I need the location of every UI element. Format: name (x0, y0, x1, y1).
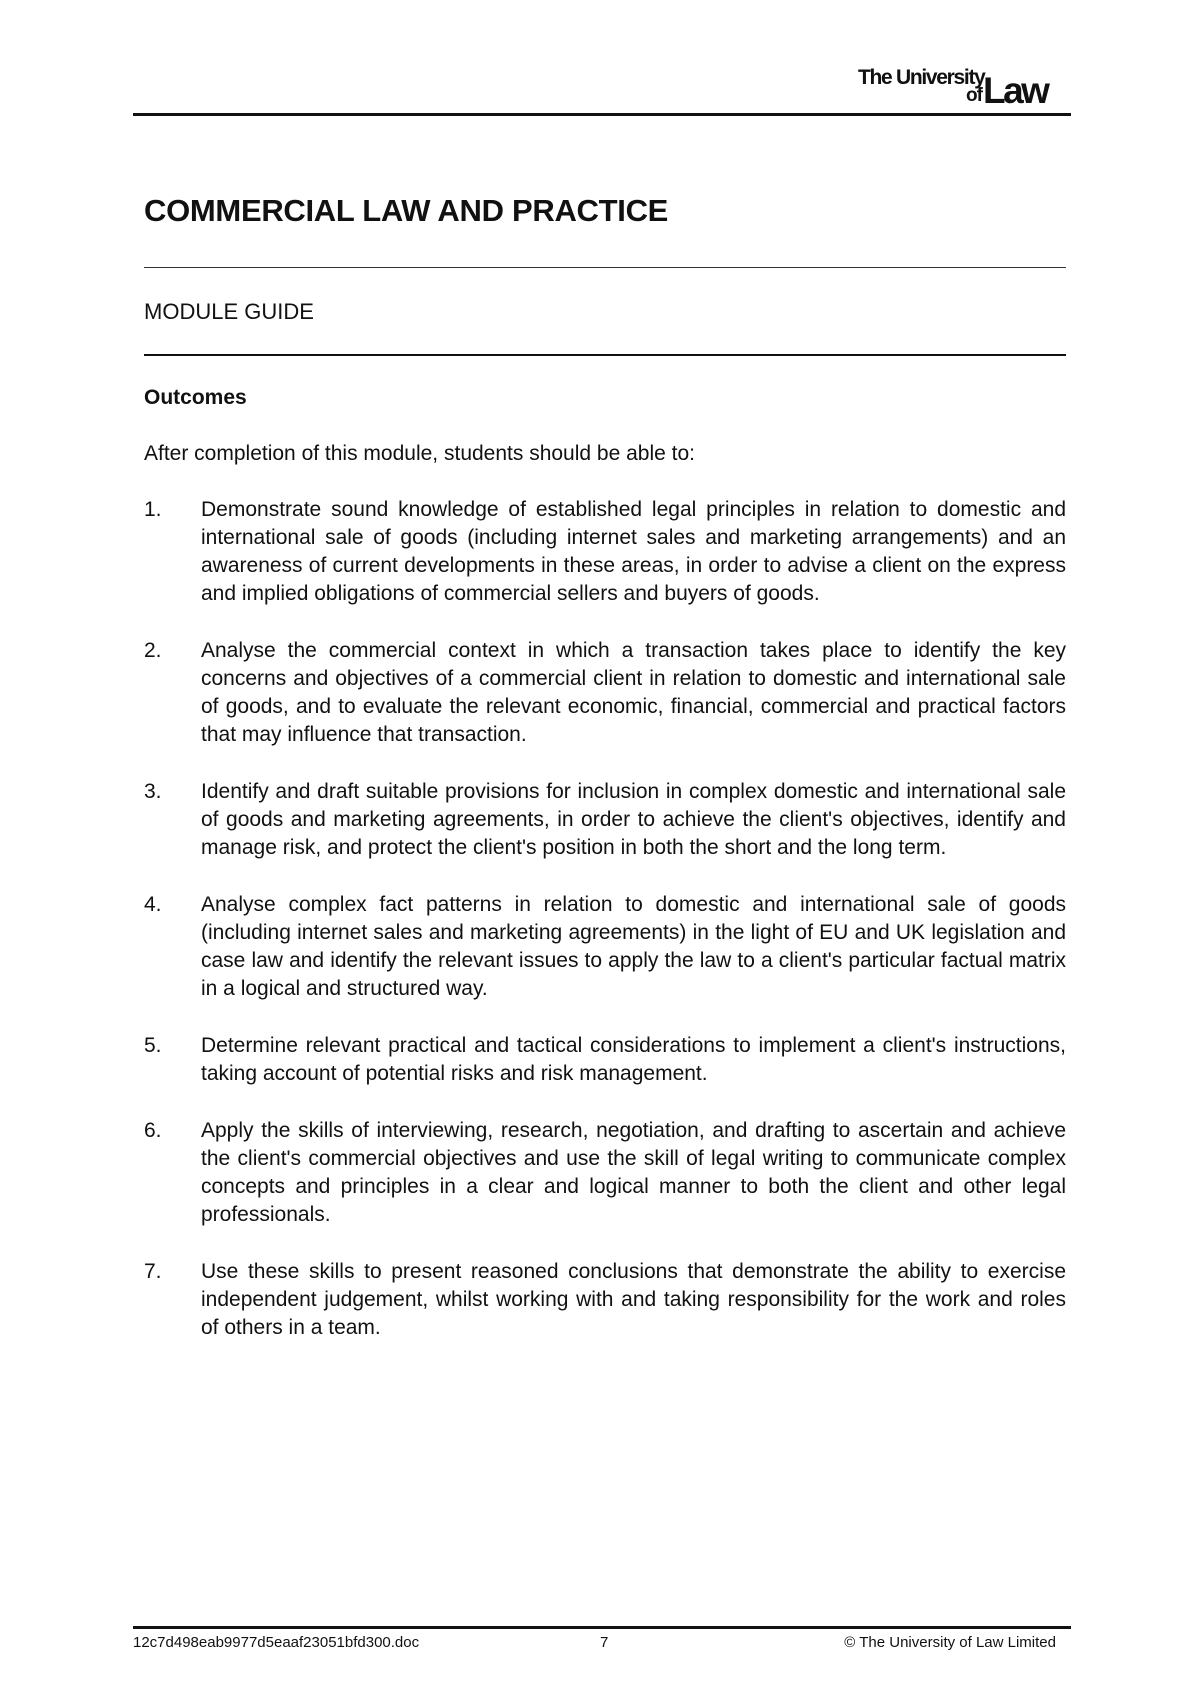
logo-of: of (966, 85, 982, 106)
list-item (144, 496, 1066, 608)
list-item (144, 891, 1066, 1003)
list-item-text: Identify and draft suitable provisions for inclusion in complex domestic and international sale of goods and marketing agreements, in order to achieve the client's objectives, identify and manage risk, and protect the client's position in both the short and the long term. (201, 780, 1066, 859)
list-item-number: 5. (144, 1034, 162, 1057)
title-rule (144, 267, 1066, 268)
module-guide-label: MODULE GUIDE (144, 299, 314, 324)
list-item-number: 1. (144, 498, 162, 521)
outcomes-list (144, 496, 1066, 1371)
list-item-number: 3. (144, 780, 162, 803)
header-rule (133, 113, 1071, 116)
list-item (144, 1117, 1066, 1229)
list-item-number: 7. (144, 1260, 162, 1283)
list-item (144, 637, 1066, 749)
list-item-text: Demonstrate sound knowledge of established legal principles in relation to domestic and international sale of goods (including internet sales and marketing arrangements) and an awareness of current developments in these areas, in order to advise a client on the express and implied obligations of commercial sellers and buyers of goods. (201, 498, 1066, 605)
list-item-text: Use these skills to present reasoned conclusions that demonstrate the ability to exercise independent judgement, whilst working with and taking responsibility for the work and roles of others in a team. (201, 1260, 1066, 1339)
module-guide-rule (144, 354, 1066, 356)
document-title: COMMERCIAL LAW AND PRACTICE (144, 193, 669, 228)
footer-rule (133, 1626, 1071, 1629)
outcomes-heading: Outcomes (144, 386, 247, 409)
footer-copyright: © The University of Law Limited (844, 1634, 1056, 1651)
list-item-text: Determine relevant practical and tactical considerations to implement a client's instructions, taking account of potential risks and risk management. (201, 1034, 1066, 1085)
outcomes-intro: After completion of this module, students should be able to: (144, 442, 695, 465)
list-item-number: 6. (144, 1119, 162, 1142)
list-item-text: Analyse the commercial context in which a transaction takes place to identify the key concerns and objectives of a commercial client in relation to domestic and international sale of goods, and to evaluate the relevant economic, financial, commercial and practical factors that may influence that transaction. (201, 639, 1066, 746)
logo-law: Law (983, 70, 1048, 111)
footer-page-number: 7 (600, 1634, 609, 1651)
list-item-text: Apply the skills of interviewing, research, negotiation, and drafting to ascertain and achieve the client's commercial objectives and use the skill of legal writing to communicate complex concepts and principles in a clear and logical manner to both the client and other legal professionals. (201, 1119, 1066, 1226)
footer-filename: 12c7d498eab9977d5eaaf23051bfd300.doc (133, 1634, 420, 1651)
logo-line1: The University (858, 66, 985, 89)
list-item (144, 1032, 1066, 1088)
list-item-number: 2. (144, 639, 162, 662)
list-item (144, 1258, 1066, 1342)
list-item (144, 778, 1066, 862)
list-item-text: Analyse complex fact patterns in relation to domestic and international sale of goods (including internet sales and marketing agreements) in the light of EU and UK legislation and case law and identify the relevant issues to apply the law to a client's particular factual matrix in a logical and structured way. (201, 893, 1066, 1000)
university-logo (858, 66, 1063, 111)
list-item-number: 4. (144, 893, 162, 916)
